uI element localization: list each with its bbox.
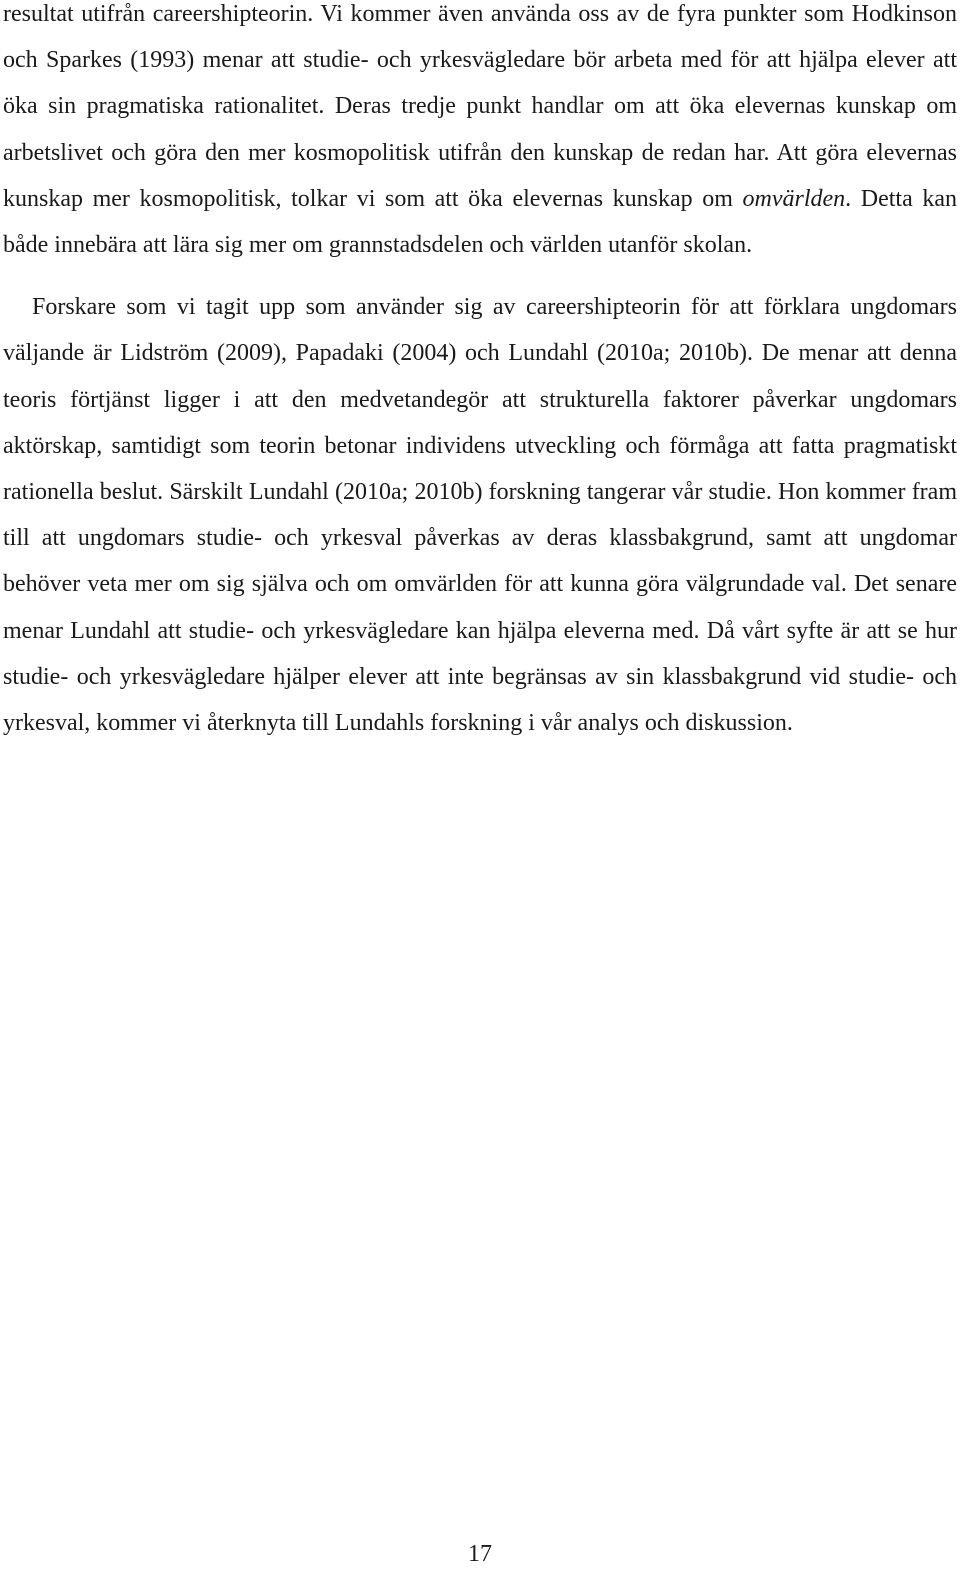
paragraph-text: . Detta kan både innebära att lära sig mer om grannstadsdelen och världen utanför skolan. (3, 185, 958, 259)
paragraph-continuation (3, 0, 957, 268)
paragraph-text: resultat utifrån careershipteorin. Vi kommer även använda oss av de fyra punkter som Hodkinson och Sparkes (1993) menar att studie- och yrkesvägledare bör arbeta med för att hjälpa elever att öka sin pragmatiska rationalitet. Deras tredje punkt handlar om att öka elevernas kunskap om arbetslivet och göra den mer kosmopolitisk utifrån den kunskap de redan har. Att göra elevernas kunskap mer kosmopolitisk, tolkar vi som att öka elevernas kunskap om (3, 1, 957, 212)
document-page (3, 0, 957, 746)
emphasized-term: omvärlden (742, 185, 846, 212)
paragraph-careership-research: Forskare som vi tagit upp som använder sig av careershipteorin för att förklara ungdomars väljande är Lidström (2009), Papadaki (2004) och Lundahl (2010a; 2010b). De menar att denna teoris förtjänst ligger i att den medvetandegör att strukturella faktorer påverkar ungdomars aktörskap, samtidigt som teorin betonar individens utveckling och förmåga att fatta pragmatiskt rationella beslut. Särskilt Lundahl (2010a; 2010b) forskning tangerar vår studie. Hon kommer fram till att ungdomars studie- och yrkesval påverkas av deras klassbakgrund, samt att ungdomar behöver veta mer om sig själva och om omvärlden för att kunna göra välgrundade val. Det senare menar Lundahl att studie- och yrkesvägledare kan hjälpa eleverna med. Då vårt syfte är att se hur studie- och yrkesvägledare hjälper elever att inte begränsas av sin klassbakgrund vid studie- och yrkesval, kommer vi återknyta till Lundahls forskning i vår analys och diskussion. (3, 294, 957, 737)
page-number: 17 (468, 1541, 492, 1567)
